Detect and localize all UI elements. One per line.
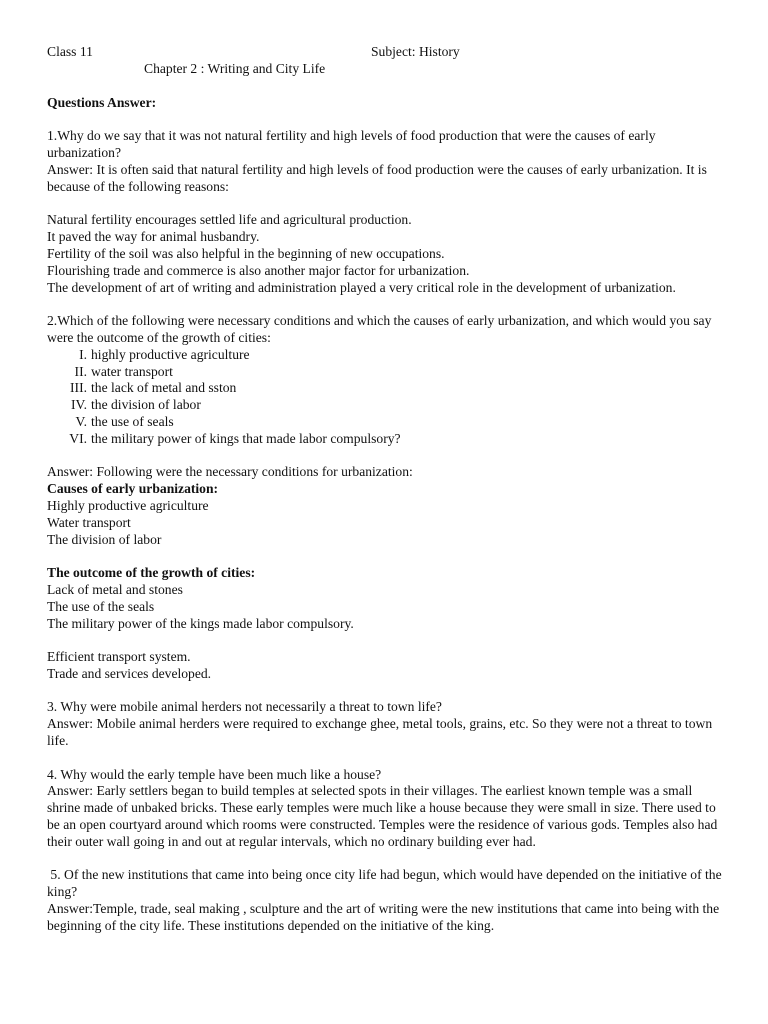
q1-point: Fertility of the soil was also helpful in the beginning of new occupations. [47, 245, 445, 261]
q2-extra: Efficient transport system. [47, 649, 191, 665]
class-label: Class 11 [47, 44, 93, 59]
q2-extra: Trade and services developed. [47, 665, 212, 681]
q1-point: Flourishing trade and commerce is also another major factor for urbanization. [47, 262, 470, 278]
list-item: IV. the division of labor [71, 397, 201, 413]
list-item: V. the use of seals [75, 413, 174, 429]
q2-cause: Highly productive agriculture [47, 497, 209, 513]
q5-answer: Answer:Temple, trade, seal making , sculpture and the art of writing were the new institutions that came into being with the beginning of the city life. These institutions depended on the initiative of the king. [47, 901, 720, 933]
q1-point: Natural fertility encourages settled life and agricultural production. [47, 212, 412, 228]
header-row [47, 44, 727, 61]
q2-causes-heading: Causes of early urbanization: [47, 481, 219, 497]
document-page [47, 44, 727, 935]
q1-answer-intro: Answer: It is often said that natural fertility and high levels of food production were the causes of early urbanization. It is because of the following reasons: [47, 161, 707, 194]
q2-cause: The division of labor [47, 531, 162, 547]
chapter-title: Chapter 2 : Writing and City Life [144, 61, 326, 76]
q2-options-list [47, 347, 727, 448]
list-item: I. highly productive agriculture [79, 346, 250, 362]
q2-question: 2.Which of the following were necessary conditions and which the causes of early urbanization, and which would you say were the outcome of the growth of cities: [47, 313, 712, 345]
q4-answer: Answer: Early settlers began to build temples at selected spots in their villages. The earliest known temple was a small shrine made of unbaked bricks. These early temples were much like a house because they were small in size. There used to be an open courtyard around which rooms were constructed. Temples were the residence of various gods. Temples also had their outer wall going in and out at regular intervals, which no ordinary building ever had. [47, 783, 718, 849]
q2-cause: Water transport [47, 514, 131, 530]
q2-answer-intro: Answer: Following were the necessary conditions for urbanization: [47, 464, 413, 480]
q2-outcome: The military power of the kings made labor compulsory. [47, 615, 354, 631]
list-item: III. the lack of metal and sston [70, 380, 237, 396]
q3-answer: Answer: Mobile animal herders were required to exchange ghee, metal tools, grains, etc. So they were not a threat to town life. [47, 716, 713, 749]
q2-outcome: Lack of metal and stones [47, 581, 183, 597]
q1-question: 1.Why do we say that it was not natural fertility and high levels of food production that were the causes of early urbanization? [47, 128, 656, 161]
chapter-row [47, 61, 727, 78]
q1-point: It paved the way for animal husbandry. [47, 229, 260, 245]
q2-outcome: The use of the seals [47, 598, 155, 614]
q4-question: 4. Why would the early temple have been much like a house? [47, 766, 382, 782]
q1-point: The development of art of writing and administration played a very critical role in the development of urbanization. [47, 279, 676, 295]
list-item: II. water transport [74, 363, 173, 379]
q5-question: 5. Of the new institutions that came into being once city life had begun, which would have depended on the initiative of the king? [47, 867, 726, 900]
questions-heading: Questions Answer: [47, 94, 157, 110]
list-item: VI. the military power of kings that made labor compulsory? [69, 430, 401, 446]
q3-question: 3. Why were mobile animal herders not necessarily a threat to town life? [47, 699, 442, 715]
subject-label: Subject: History [371, 44, 460, 59]
q2-outcome-heading: The outcome of the growth of cities: [47, 565, 256, 581]
